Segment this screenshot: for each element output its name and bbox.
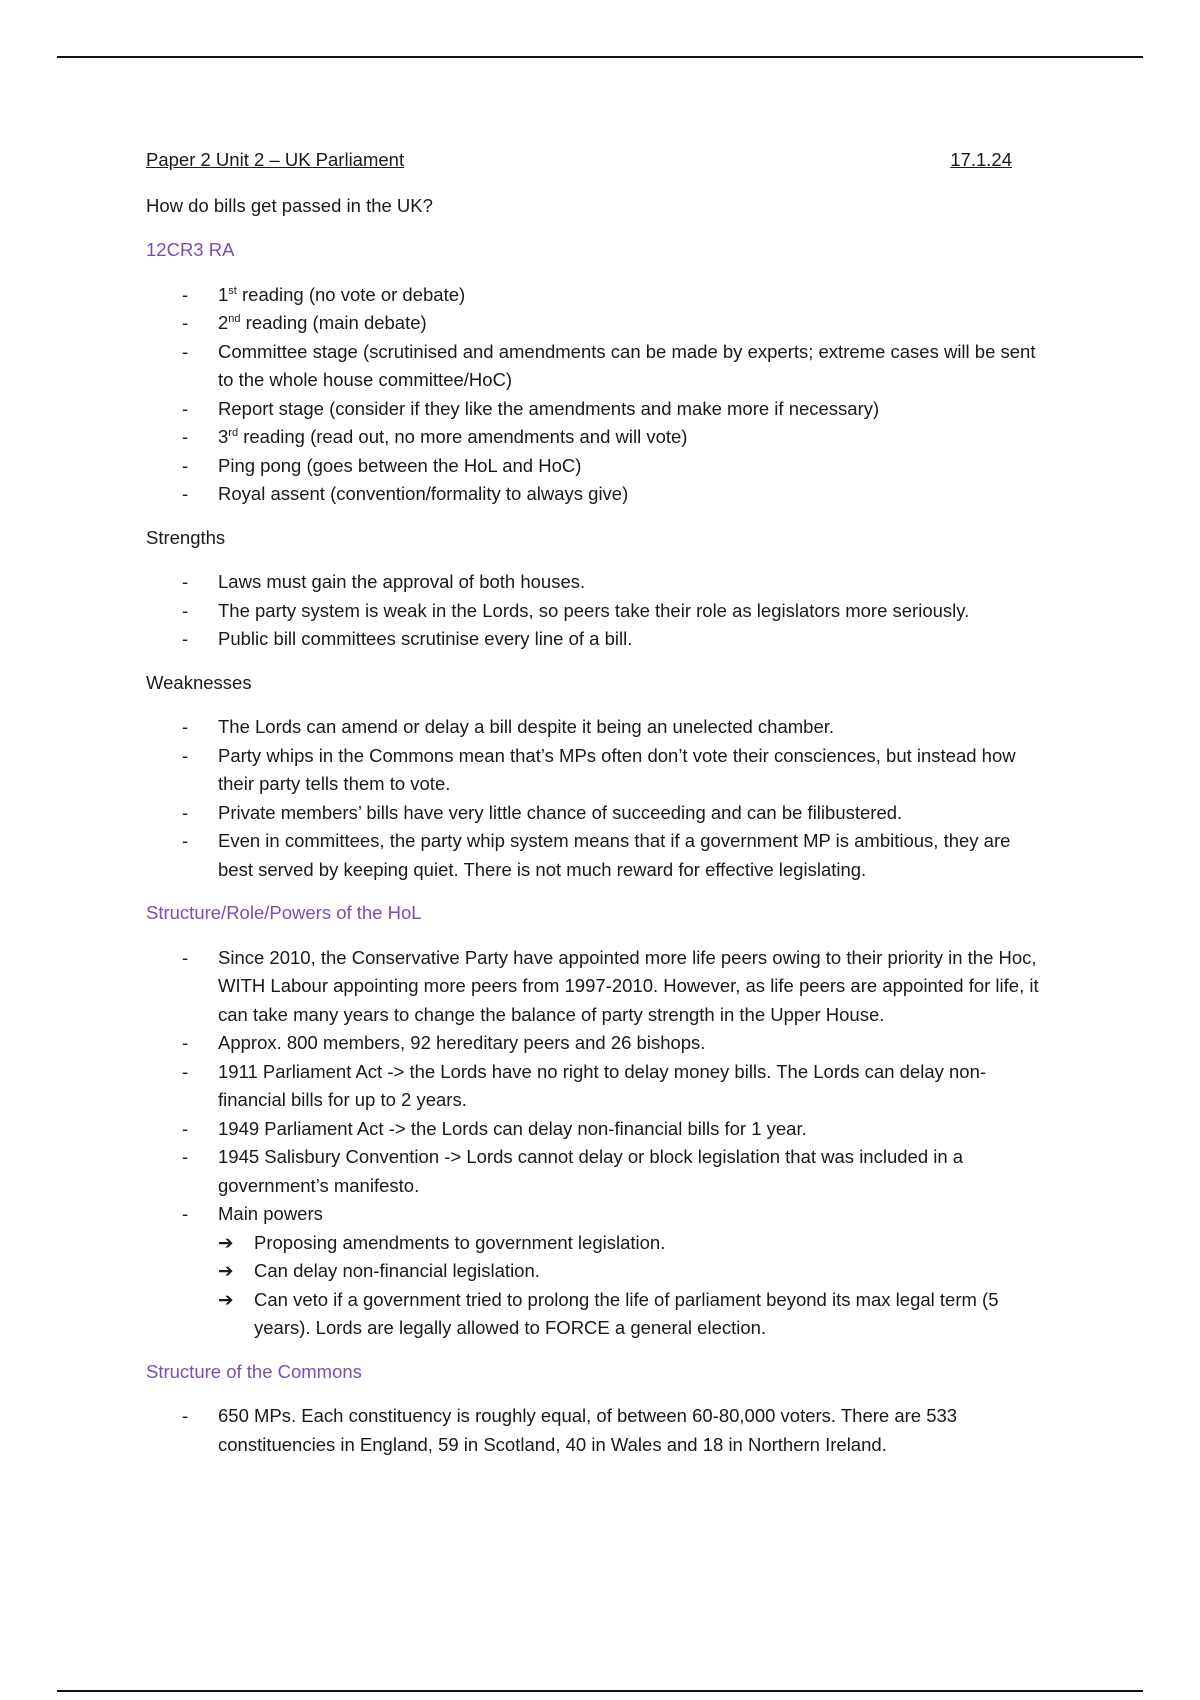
list-item: ➔ Proposing amendments to government legislation.	[218, 1229, 1046, 1258]
arrow-right-icon: ➔	[218, 1288, 234, 1310]
list-item: - Party whips in the Commons mean that’s MPs often don’t vote their consciences, but instead how their party tells them to vote.	[146, 742, 1046, 799]
list-item: - 650 MPs. Each constituency is roughly equal, of between 60-80,000 voters. There are 533 constituencies in England, 59 in Scotland, 40 in Wales and 18 in Northern Ireland.	[146, 1402, 1046, 1459]
list-item: - Public bill committees scrutinise every line of a bill.	[146, 625, 1046, 654]
list-item: - The Lords can amend or delay a bill despite it being an unelected chamber.	[146, 713, 1046, 742]
list-item: ➔ Can veto if a government tried to prolong the life of parliament beyond its max legal term (5 years). Lords are legally allowed to FORCE a general election.	[218, 1286, 1046, 1343]
list-item: - The party system is weak in the Lords, so peers take their role as legislators more seriously.	[146, 597, 1046, 626]
strengths-list	[146, 568, 1046, 654]
hol-list	[146, 944, 1046, 1343]
commons-list	[146, 1402, 1046, 1459]
hol-heading: Structure/Role/Powers of the HoL	[146, 902, 422, 923]
list-item: - 1945 Salisbury Convention -> Lords cannot delay or block legislation that was included in a government’s manifesto.	[146, 1143, 1046, 1200]
document-date: 17.1.24	[950, 149, 1012, 170]
top-rule	[57, 56, 1143, 58]
list-item: - 2nd reading (main debate)	[146, 309, 1046, 338]
document-title: Paper 2 Unit 2 – UK Parliament	[146, 149, 405, 170]
bottom-rule	[57, 1690, 1143, 1692]
main-powers-list	[218, 1229, 1046, 1343]
question-heading: How do bills get passed in the UK?	[146, 194, 433, 216]
list-item: - Private members’ bills have very little chance of succeeding and can be filibustered.	[146, 799, 1046, 828]
list-item: - 1911 Parliament Act -> the Lords have no right to delay money bills. The Lords can delay non-financial bills for up to 2 years.	[146, 1058, 1046, 1115]
list-item: - 1st reading (no vote or debate)	[146, 281, 1046, 310]
list-item: - Royal assent (convention/formality to always give)	[146, 480, 1046, 509]
list-item: - Committee stage (scrutinised and amendments can be made by experts; extreme cases will be sent to the whole house committee/HoC)	[146, 338, 1046, 395]
weaknesses-heading: Weaknesses	[146, 671, 252, 693]
list-item	[146, 1200, 1046, 1343]
list-item: - Report stage (consider if they like the amendments and make more if necessary)	[146, 395, 1046, 424]
arrow-right-icon: ➔	[218, 1231, 234, 1253]
document-page	[146, 146, 1046, 1474]
main-powers-label: Main powers	[218, 1203, 323, 1224]
list-item: - 1949 Parliament Act -> the Lords can delay non-financial bills for 1 year.	[146, 1115, 1046, 1144]
list-item: - Since 2010, the Conservative Party have appointed more life peers owing to their priority in the Hoc, WITH Labour appointing more peers from 1997-2010. However, as life peers are appointed for life, it can take many years to change the balance of party strength in the Upper House.	[146, 944, 1046, 1030]
arrow-right-icon: ➔	[218, 1260, 234, 1281]
stages-list	[146, 281, 1046, 509]
list-item: - Approx. 800 members, 92 hereditary peers and 26 bishops.	[146, 1029, 1046, 1058]
mnemonic-heading: 12CR3 RA	[146, 239, 235, 260]
commons-heading: Structure of the Commons	[146, 1360, 362, 1382]
list-item: - Even in committees, the party whip system means that if a government MP is ambitious, they are best served by keeping quiet. There is not much reward for effective legislating.	[146, 827, 1046, 884]
list-item: - Laws must gain the approval of both houses.	[146, 568, 1046, 597]
title-row	[146, 146, 1012, 175]
list-item: - Ping pong (goes between the HoL and HoC)	[146, 452, 1046, 481]
list-item: - 3rd reading (read out, no more amendments and will vote)	[146, 423, 1046, 452]
weaknesses-list	[146, 713, 1046, 884]
strengths-heading: Strengths	[146, 526, 226, 548]
list-item: ➔ Can delay non-financial legislation.	[218, 1257, 1046, 1286]
